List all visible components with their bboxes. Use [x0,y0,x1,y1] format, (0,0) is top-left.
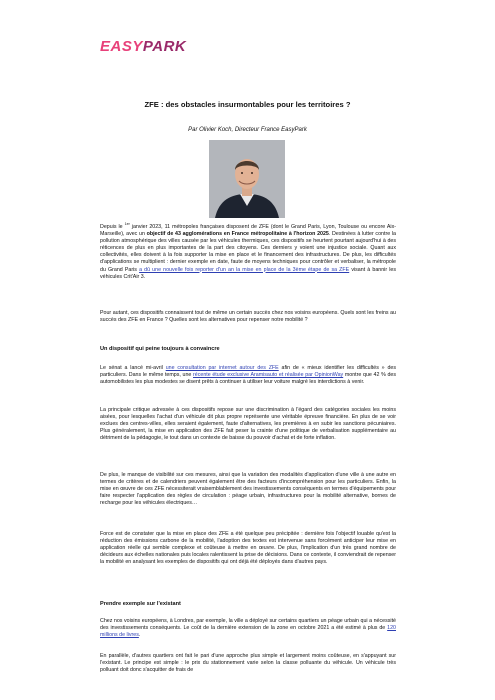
p7-text-1: Chez nos voisins européens, à Londres, par exemple, la ville a déployé sur certains quartiers un péage urbain qui a nécessité des investissements conséquents. Le coût de la dernière extension de la zone en octobre 2021 a été estimé à plus de [100,618,396,632]
paragraph-5 [100,472,396,507]
paragraph-3 [100,365,396,386]
section-heading-1: Un dispositif qui peine toujours à convaincre [100,346,220,352]
author-photo [209,140,285,218]
link-senate-consultation[interactable]: une consultation par internet autour des ZFE [165,365,279,371]
p3-text-3: montre que 42 % des automobilistes les plus modestes se disent prêts à continuer à utiliser leur voiture malgré les interdictions à venir. [100,372,396,386]
link-zfe-report[interactable]: a dû une nouvelle fois reporter d'un an la mise en place de la 3ème étape de sa ZFE [139,266,350,273]
p1-sup: 1er [124,222,130,227]
p3-text-1: Le sénat a lancé mi-avril [100,365,166,371]
paragraph-4 [100,407,396,442]
paragraph-2 [100,310,396,324]
p7-text-2: . [138,632,141,639]
p1-text-3: . Destinées à lutter contre la pollution atmosphérique des villes causée par les véhicules thermiques, ces dispositifs se heurtent pourtant aujourd'hui à des réticences de plus en plus importantes de la part des citoyens. Ces derniers y voient une injustice sociale. Quant aux collectivités, elles doivent à la fois supporter la mise en place et le financement des infrastructures. De plus, les difficultés d'applications se multiplient : dernier exemple en date, faute de moyens techniques pour contrôler et verbaliser, la métropole du Grand Paris [100,231,396,273]
paragraph-8 [100,653,396,674]
paragraph-1 [100,224,396,281]
link-120-millions[interactable]: 120 millions de livres [100,625,396,639]
logo-part-easy: EASY [100,38,143,55]
paragraph-6 [100,531,396,566]
article-title: ZFE : des obstacles insurmontables pour les territoires ? [144,100,351,109]
p1-text-4: visant à bannir les véhicules Crit'Air 3. [100,266,396,280]
logo-part-park: PARK [142,38,187,55]
section-heading-2: Prendre exemple sur l'existant [100,601,181,607]
p5-text: De plus, le manque de visibilité sur ces mesures, ainsi que la variation des modalités d'application d'une ville à une autre en termes de critères et de calendriers peuvent également être des facteurs d'incompréhension pour les particuliers. Enfin, la mise en œuvre de ces ZFE nécessiterait vraisemblablement des investissements conséquents en termes d'équipements pour faire respecter l'application des règles de circulation : péage urbain, infrastructures pour la mobilité alternative, bornes de recharge pour les véhicules électriques… [100,472,396,507]
p4-text: La principale critique adressée à ces dispositifs repose sur une discrimination à l'égard des catégories sociales les moins aisées, pour lesquelles l'achat d'un véhicule dit plus propre représente une véritable épreuve financière. En plus de se voir exclues des centres-villes, elles seraient également, faute d'alternatives, les premières à en subir les sanctions pécuniaires. Plus généralement, la mise en application des ZFE fait peser la crainte d'une politique de verbalisation supplémentaire au détriment de la pédagogie, le tout dans un contexte de baisse du pouvoir d'achat et de forte inflation. [100,407,396,442]
link-aramisauto-study[interactable]: récente étude exclusive Aramisauto et réalisée par OpinionWay [193,372,344,379]
paragraph-7 [100,618,396,639]
p1-text-1: Depuis le [100,224,125,230]
portrait-illustration [209,140,285,218]
p1-text-2: janvier 2023, 11 métropoles françaises disposent de ZFE (dont le Grand Paris, Lyon, Toulouse ou encore Aix-Marseille), avec un [100,224,396,238]
easypark-logo [100,38,186,55]
p3-text-2: afin de « mieux identifier les difficultés » des particuliers. Dans le même temps, une [100,365,397,379]
p2-text: Pour autant, ces dispositifs connaissent tout de même un certain succès chez nos voisins européens. Quels sont les freins au succès des ZFE en France ? Quelles sont les alternatives pour repenser notre mobilité ? [100,310,396,324]
p8-text: En parallèle, d'autres quartiers ont fait le pari d'une approche plus simple et largement moins coûteuse, en s'appuyant sur l'existant. Le principe est simple : le prix du stationnement varie selon la classe polluante du véhicule. Un véhicule très polluant doit donc s'acquitter de frais de [100,653,396,674]
article-author: Par Olivier Koch, Directeur France EasyPark [188,127,307,133]
p6-text: Force est de constater que la mise en place des ZFE a été quelque peu précipitée : dernière fois l'objectif louable qu'est la réduction des émissions carbone de la mobilité, l'adoption des textes est intervenue sans forcément anticiper leur mise en application réelle qui semble complexe et coûteuse à mettre en œuvre. De plus, l'implication d'un très grand nombre de décideurs aux échelles nationales puis locales ralentissent la prise de décisions. Dans ce contexte, il conviendrait de repenser la mobilité en analysant les exemples de dispositifs qui ont déjà été déployés dans d'autres pays. [100,531,396,566]
p1-bold: objectif de 43 agglomérations en France métropolitaine à l'horizon 2025 [146,231,329,238]
